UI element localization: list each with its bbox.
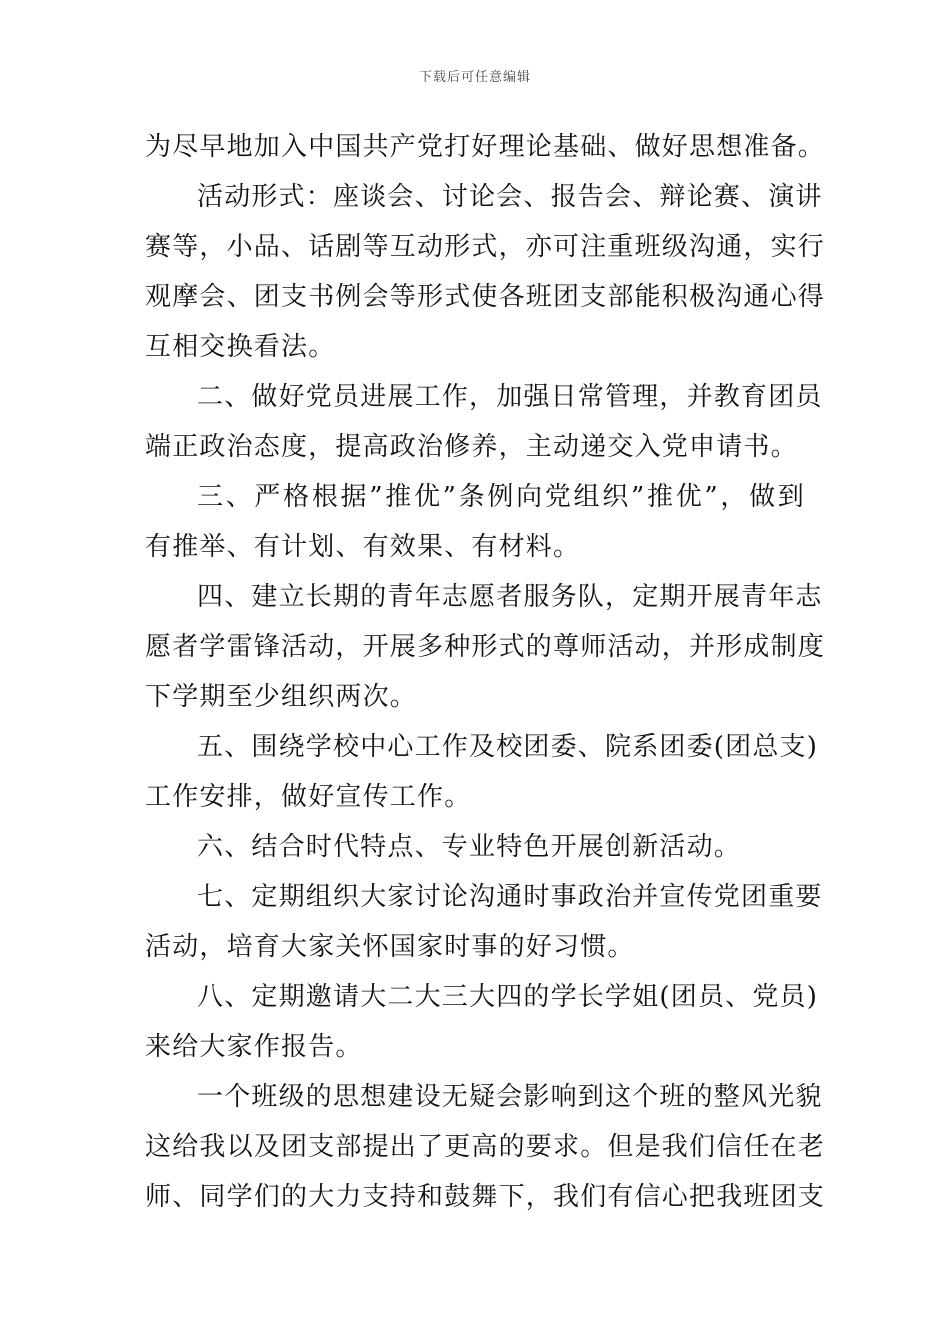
page-header-note: 下载后可任意编辑 bbox=[418, 70, 531, 85]
text-line: 三、严格根据”推优”条例向党组织”推优”，做到 bbox=[197, 482, 805, 512]
text-line: 赛等，小品、话剧等互动形式，亦可注重班级沟通，实行 bbox=[145, 232, 826, 262]
text-line: 二、做好党员进展工作，加强日常管理，并教育团员 bbox=[197, 382, 823, 412]
text-line: 活动，培育大家关怀国家时事的好习惯。 bbox=[145, 932, 635, 962]
text-line: 互相交换看法。 bbox=[145, 332, 336, 362]
text-line: 有推举、有计划、有效果、有材料。 bbox=[145, 532, 581, 562]
text-line: 这给我以及团支部提出了更高的要求。但是我们信任在老 bbox=[145, 1132, 826, 1162]
text-line: 来给大家作报告。 bbox=[145, 1032, 363, 1062]
text-line: 八、定期邀请大二大三大四的学长学姐(团员、党员) bbox=[197, 982, 819, 1012]
text-line: 工作安排，做好宣传工作。 bbox=[145, 782, 472, 812]
text-line: 七、定期组织大家讨论沟通时事政治并宣传党团重要 bbox=[197, 882, 823, 912]
text-line: 为尽早地加入中国共产党打好理论基础、做好思想准备。 bbox=[145, 132, 826, 162]
text-line: 愿者学雷锋活动，开展多种形式的尊师活动，并形成制度 bbox=[145, 632, 826, 662]
text-line: 五、围绕学校中心工作及校团委、院系团委(团总支) bbox=[197, 732, 819, 762]
text-line: 师、同学们的大力支持和鼓舞下，我们有信心把我班团支 bbox=[145, 1182, 826, 1212]
text-line: 下学期至少组织两次。 bbox=[145, 682, 418, 712]
text-line: 活动形式：座谈会、讨论会、报告会、辩论赛、演讲 bbox=[197, 182, 823, 212]
text-line: 六、结合时代特点、专业特色开展创新活动。 bbox=[197, 832, 742, 862]
text-line: 观摩会、团支书例会等形式使各班团支部能积极沟通心得 bbox=[145, 282, 826, 312]
text-line: 端正政治态度，提高政治修养，主动递交入党申请书。 bbox=[145, 432, 798, 462]
document-body bbox=[145, 122, 826, 1222]
text-line: 一个班级的思想建设无疑会影响到这个班的整风光貌 bbox=[197, 1082, 823, 1112]
text-line: 四、建立长期的青年志愿者服务队，定期开展青年志 bbox=[197, 582, 823, 612]
